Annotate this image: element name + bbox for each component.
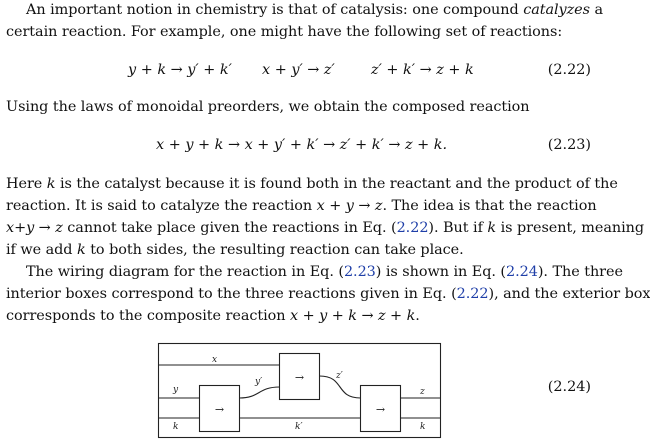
math-reaction: x + y + k → z + k — [290, 308, 416, 324]
text: corresponds to the composite reaction — [6, 308, 290, 324]
box1-arrow-icon: → — [214, 403, 225, 416]
text: . — [415, 308, 420, 324]
text: is the catalyst because it is found both in the reactant and the product of the — [55, 176, 618, 192]
eq222-reaction-3: z′ + k′ → z + k — [371, 62, 474, 78]
text: is present, meaning — [496, 220, 645, 236]
eq223-expression: x + y + k → x + y′ + k′ → z′ + k′ → z + k. — [156, 137, 448, 153]
math-k: k — [487, 220, 497, 236]
label-x: x — [212, 355, 218, 365]
emphasis-catalyzes: catalyzes — [523, 2, 590, 18]
text: a — [589, 2, 604, 18]
para1-line2: certain reaction. For example, one might have the following set of reactions: — [6, 24, 563, 40]
label-k-out: k — [420, 422, 426, 432]
eq-ref-link[interactable]: 2.22 — [456, 286, 489, 302]
eq223-number: (2.23) — [547, 137, 591, 153]
math-reaction: x+y → z — [6, 220, 63, 236]
label-y-prime: y′ — [255, 377, 263, 387]
label-k-prime: k′ — [295, 422, 303, 432]
text: ) is shown in Eq. ( — [375, 264, 506, 280]
box3-arrow-icon: → — [375, 403, 386, 416]
eq222-number: (2.22) — [547, 62, 591, 78]
text: if we add — [6, 242, 77, 258]
wire-y-prime — [240, 387, 280, 398]
text: ), and the exterior box — [488, 286, 650, 302]
eq222-reaction-2: x + y′ → z′ — [262, 62, 335, 78]
text: reaction. It is said to catalyze the reaction — [6, 198, 317, 214]
label-z-prime: z′ — [336, 371, 343, 381]
eq222-reaction-1: y + k → y′ + k′ — [128, 62, 232, 78]
math-reaction: x + y → z — [316, 198, 383, 214]
math-k: k — [77, 242, 86, 258]
text: An important notion in chemistry is that of catalysis: one compound — [26, 2, 524, 18]
math-k: k — [46, 176, 56, 192]
eq224-number: (2.24) — [547, 379, 591, 395]
eq-ref-link[interactable]: 2.22 — [396, 220, 429, 236]
text: ). But if — [428, 220, 488, 236]
para2-line1: Using the laws of monoidal preorders, we obtain the composed reaction — [6, 99, 530, 115]
label-k-in: k — [173, 422, 179, 432]
box2-arrow-icon: → — [294, 371, 305, 384]
text: Here — [6, 176, 47, 192]
eq-ref-link[interactable]: 2.24 — [506, 264, 538, 280]
label-z: z — [420, 387, 425, 397]
text: ). The three — [537, 264, 623, 280]
text: . The idea is that the reaction — [382, 198, 597, 214]
text: to both sides, the resulting reaction can take place. — [85, 242, 464, 258]
label-y: y — [173, 385, 179, 395]
text: interior boxes correspond to the three reactions given in Eq. ( — [6, 286, 457, 302]
eq-ref-link[interactable]: 2.23 — [343, 264, 376, 280]
text: The wiring diagram for the reaction in Eq. ( — [26, 264, 344, 280]
text: cannot take place given the reactions in Eq. ( — [62, 220, 397, 236]
